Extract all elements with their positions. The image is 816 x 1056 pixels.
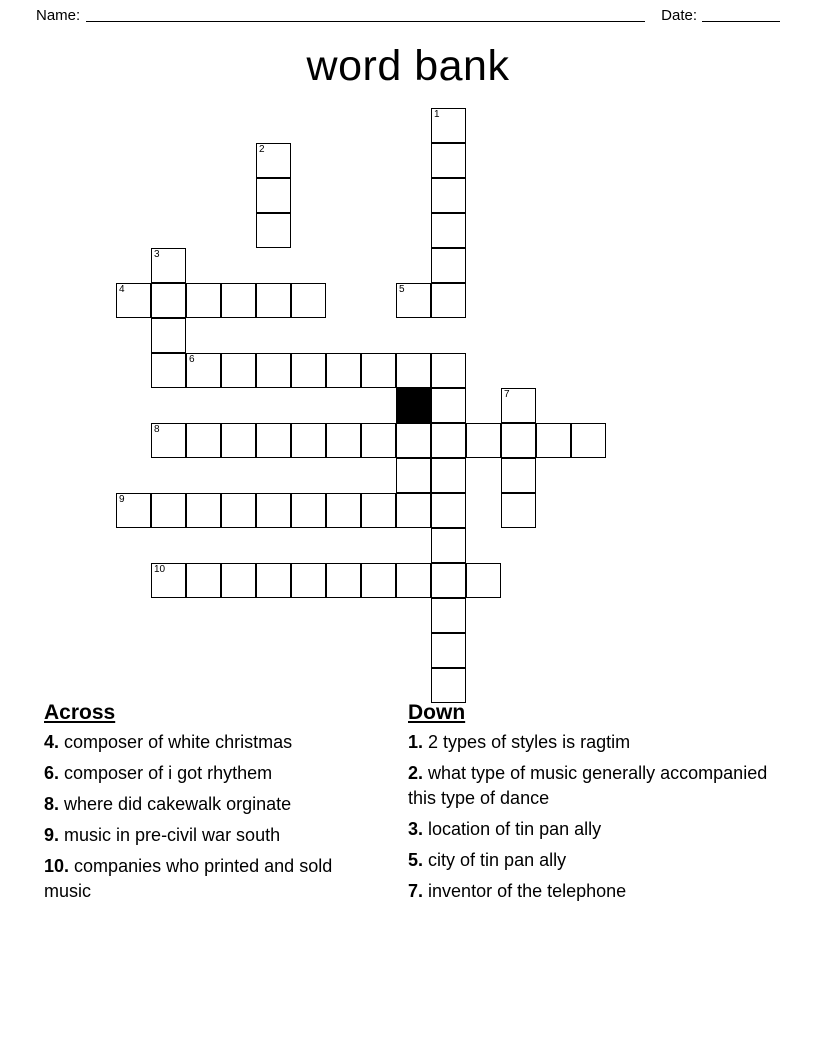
- name-write-in-line[interactable]: [86, 8, 645, 22]
- clue-across-4: [44, 730, 384, 755]
- grid-cell[interactable]: [186, 423, 221, 458]
- grid-cell-number: 5: [399, 284, 405, 295]
- grid-cell[interactable]: [151, 248, 186, 283]
- clue-text: 2 types of styles is ragtim: [428, 732, 631, 752]
- grid-cell[interactable]: [431, 143, 466, 178]
- clue-across-8: [44, 792, 384, 817]
- crossword-grid-container: [0, 108, 816, 700]
- date-label: Date:: [661, 6, 697, 24]
- grid-cell[interactable]: [256, 563, 291, 598]
- grid-cell[interactable]: [151, 493, 186, 528]
- grid-cell[interactable]: [431, 423, 466, 458]
- clue-text: inventor of the telephone: [428, 881, 627, 901]
- crossword-grid[interactable]: [116, 108, 696, 696]
- clue-number: 3.: [408, 819, 424, 839]
- grid-cell[interactable]: [431, 248, 466, 283]
- grid-cell[interactable]: [326, 493, 361, 528]
- grid-cell-number: 1: [434, 109, 440, 120]
- clue-down-5: [408, 848, 780, 873]
- name-label: Name:: [36, 6, 81, 24]
- grid-cell[interactable]: [256, 213, 291, 248]
- grid-cell[interactable]: [221, 423, 256, 458]
- grid-cell[interactable]: [361, 423, 396, 458]
- grid-cell[interactable]: [116, 283, 151, 318]
- clue-number: 6.: [44, 763, 60, 783]
- grid-cell[interactable]: [326, 353, 361, 388]
- grid-cell[interactable]: [361, 563, 396, 598]
- grid-cell[interactable]: [501, 388, 536, 423]
- grid-cell[interactable]: [256, 493, 291, 528]
- grid-cell[interactable]: [431, 598, 466, 633]
- clue-number: 10.: [44, 856, 70, 876]
- grid-cell[interactable]: [431, 668, 466, 703]
- clue-number: 8.: [44, 794, 60, 814]
- clue-down-3: [408, 817, 780, 842]
- grid-cell[interactable]: [396, 283, 431, 318]
- grid-cell[interactable]: [396, 458, 431, 493]
- grid-cell[interactable]: [291, 283, 326, 318]
- grid-cell[interactable]: [256, 143, 291, 178]
- grid-cell[interactable]: [256, 178, 291, 213]
- grid-cell[interactable]: [536, 423, 571, 458]
- across-clues-column: [44, 700, 384, 910]
- grid-cell[interactable]: [431, 493, 466, 528]
- clue-text: what type of music generally accompanied this type of dance: [408, 763, 768, 808]
- grid-cell[interactable]: [256, 423, 291, 458]
- grid-cell[interactable]: [291, 563, 326, 598]
- clue-number: 4.: [44, 732, 60, 752]
- grid-cell[interactable]: [431, 283, 466, 318]
- clue-across-10: [44, 854, 384, 904]
- grid-cell[interactable]: [186, 283, 221, 318]
- clue-text: composer of white christmas: [64, 732, 293, 752]
- clue-text: composer of i got rhythem: [64, 763, 273, 783]
- page-title: word bank: [306, 42, 510, 90]
- clue-text: city of tin pan ally: [428, 850, 567, 870]
- grid-cell[interactable]: [186, 493, 221, 528]
- grid-cell[interactable]: [221, 493, 256, 528]
- grid-cell[interactable]: [501, 423, 536, 458]
- grid-cell[interactable]: [151, 353, 186, 388]
- grid-cell-number: 8: [154, 424, 160, 435]
- grid-cell[interactable]: [396, 493, 431, 528]
- grid-cell[interactable]: [221, 283, 256, 318]
- grid-cell[interactable]: [431, 528, 466, 563]
- grid-cell[interactable]: [466, 563, 501, 598]
- grid-cell-number: 6: [189, 354, 195, 365]
- grid-cell[interactable]: [291, 423, 326, 458]
- grid-cell-blocked: [396, 388, 431, 423]
- grid-cell[interactable]: [116, 493, 151, 528]
- grid-cell[interactable]: [326, 563, 361, 598]
- clue-text: location of tin pan ally: [428, 819, 602, 839]
- grid-cell[interactable]: [396, 353, 431, 388]
- clue-number: 1.: [408, 732, 424, 752]
- down-clues-column: [408, 700, 780, 910]
- grid-cell[interactable]: [396, 423, 431, 458]
- clue-across-9: [44, 823, 384, 848]
- name-date-header: [0, 0, 816, 30]
- clue-text: where did cakewalk orginate: [64, 794, 292, 814]
- clue-text: music in pre-civil war south: [64, 825, 281, 845]
- grid-cell[interactable]: [151, 318, 186, 353]
- clue-text: companies who printed and sold music: [44, 856, 333, 901]
- clue-number: 9.: [44, 825, 60, 845]
- grid-cell[interactable]: [431, 213, 466, 248]
- clue-down-2: [408, 761, 780, 811]
- grid-cell[interactable]: [151, 283, 186, 318]
- grid-cell[interactable]: [221, 353, 256, 388]
- grid-cell[interactable]: [256, 283, 291, 318]
- grid-cell[interactable]: [186, 353, 221, 388]
- grid-cell-number: 10: [154, 564, 166, 575]
- clue-number: 5.: [408, 850, 424, 870]
- grid-cell[interactable]: [151, 563, 186, 598]
- grid-cell[interactable]: [466, 423, 501, 458]
- clue-down-1: [408, 730, 780, 755]
- grid-cell[interactable]: [431, 178, 466, 213]
- grid-cell[interactable]: [361, 493, 396, 528]
- grid-cell[interactable]: [431, 633, 466, 668]
- grid-cell-number: 9: [119, 494, 125, 505]
- grid-cell-number: 3: [154, 249, 160, 260]
- grid-cell[interactable]: [431, 458, 466, 493]
- grid-cell[interactable]: [326, 423, 361, 458]
- grid-cell-number: 2: [259, 144, 265, 155]
- clue-number: 2.: [408, 763, 424, 783]
- down-heading: Down: [408, 701, 466, 724]
- clue-across-6: [44, 761, 384, 786]
- grid-cell[interactable]: [571, 423, 606, 458]
- grid-cell[interactable]: [431, 563, 466, 598]
- grid-cell[interactable]: [431, 388, 466, 423]
- grid-cell-number: 7: [504, 389, 510, 400]
- grid-cell-number: 4: [119, 284, 125, 295]
- grid-cell[interactable]: [256, 353, 291, 388]
- grid-cell[interactable]: [361, 353, 396, 388]
- grid-cell[interactable]: [431, 108, 466, 143]
- grid-cell[interactable]: [501, 493, 536, 528]
- grid-cell[interactable]: [431, 353, 466, 388]
- grid-cell[interactable]: [291, 493, 326, 528]
- date-write-in-line[interactable]: [702, 8, 780, 22]
- grid-cell[interactable]: [501, 458, 536, 493]
- clue-down-7: [408, 879, 780, 904]
- grid-cell[interactable]: [221, 563, 256, 598]
- grid-cell[interactable]: [291, 353, 326, 388]
- clue-number: 7.: [408, 881, 424, 901]
- grid-cell[interactable]: [151, 423, 186, 458]
- across-heading: Across: [44, 701, 116, 724]
- grid-cell[interactable]: [186, 563, 221, 598]
- grid-cell[interactable]: [396, 563, 431, 598]
- clues-section: [0, 700, 816, 1000]
